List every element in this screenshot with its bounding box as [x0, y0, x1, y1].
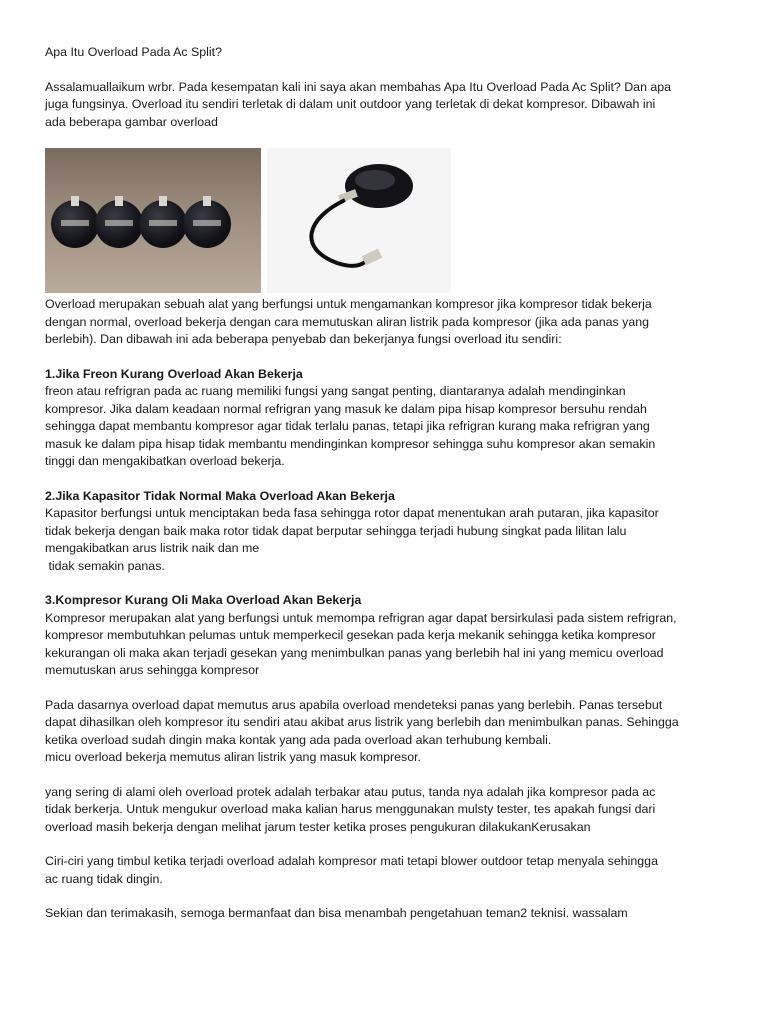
- closing-paragraph: Sekian dan terimakasih, semoga bermanfaat dan bisa menambah pengetahuan teman2 teknisi. wassalam: [45, 906, 628, 920]
- paragraph-line: Kapasitor berfungsi untuk menciptakan beda fasa sehingga rotor dapat menentukan arah putaran, jika kapasitor: [45, 506, 659, 520]
- paragraph-line: Overload merupakan sebuah alat yang berfungsi untuk mengamankan kompresor jika kompresor tidak bekerja: [45, 297, 652, 311]
- paragraph-line: yang sering di alami oleh overload protek adalah terbakar atau putus, tanda nya adalah jika kompresor pada ac: [45, 784, 656, 799]
- paragraph-line: dengan normal, overload bekerja dengan cara memutuskan aliran listrik pada kompresor (jika ada panas yang: [45, 314, 650, 329]
- dasar-paragraph: [45, 697, 725, 767]
- paragraph-line: kekurangan oli maka akan terjadi gesekan yang menimbulkan panas yang berlebih hal ini yang memicu overload: [45, 645, 664, 660]
- paragraph-line: kompresor. Jika dalam keadaan normal refrigran yang masuk ke dalam pipa hisap kompresor bersuhu rendah: [45, 401, 647, 416]
- paragraph-line: kompresor membutuhkan pelumas untuk memperkecil gesekan pada kerja mekanik sehingga ketika kompresor: [45, 628, 656, 642]
- paragraph-line: micu overload bekerja memutus aliran listrik yang masuk kompresor.: [45, 750, 421, 764]
- section-heading: 2.Jika Kapasitor Tidak Normal Maka Overload Akan Bekerja: [45, 488, 395, 503]
- paragraph-line: berlebih). Dan dibawah ini ada beberapa penyebab dan bekerjanya fungsi overload itu sendiri:: [45, 332, 562, 346]
- paragraph-line: ketika overload sudah dingin maka kontak yang ada pada overload akan terhubung kembali.: [45, 732, 552, 747]
- section-kompresor-oli: [45, 592, 725, 680]
- paragraph-line: Pada dasarnya overload dapat memutus arus apabila overload mendeteksi panas yang berlebih. Panas tersebut: [45, 697, 663, 712]
- paragraph-line: Ciri-ciri yang timbul ketika terjadi overload adalah kompresor mati tetapi blower outdoor tetap menyala sehingga: [45, 854, 658, 868]
- section-heading: 1.Jika Freon Kurang Overload Akan Bekerja: [45, 366, 303, 381]
- overload-protector-illustration: [267, 148, 451, 293]
- paragraph-line: tidak berkerja. Untuk mengukur overload maka kalian harus menggunakan mulsty tester, tes apakah fungsi dari: [45, 802, 656, 816]
- paragraph-line: mengakibatkan arus listrik naik dan me: [45, 541, 260, 555]
- paragraph-line: tidak semakin panas.: [45, 558, 165, 573]
- overload-photo-single-unit: [267, 148, 451, 293]
- paragraph-line: Kompresor merupakan alat yang berfungsi untuk memompa refrigran agar dapat bersirkulasi pada sistem refrigran,: [45, 610, 677, 625]
- section-kapasitor: [45, 488, 725, 576]
- paragraph-line: dapat dihasilkan oleh kompresor itu sendiri atau akibat arus listrik yang berlebih dan menimbulkan panas. Sehingga: [45, 715, 679, 729]
- overload-photo-four-units: [45, 148, 261, 293]
- paragraph-line: overload masih bekerja dengan melihat jarum tester ketika proses pengukuran dilakukanKerusakan: [45, 819, 591, 834]
- intro-line: juga fungsinya. Overload itu sendiri terletak di dalam unit outdoor yang terletak di dekat kompresor. Dibawah ini: [45, 97, 656, 111]
- paragraph-line: tinggi dan mengakibatkan overload bekerja.: [45, 454, 285, 468]
- paragraph-line: memutuskan arus sehingga kompresor: [45, 663, 260, 677]
- section-freon: [45, 366, 725, 471]
- paragraph-line: masuk ke dalam pipa hisap tidak membantu mendinginkan kompresor sehingga suhu kompresor akan semakin: [45, 436, 656, 451]
- paragraph-line: tidak bekerja dengan baik maka rotor tidak dapat berputar sehingga terjadi hubung singkat pada lilitan lalu: [45, 523, 627, 538]
- protek-paragraph: [45, 784, 725, 837]
- paragraph-line: freon atau refrigran pada ac ruang memiliki fungsi yang sangat penting, diantaranya adalah mendinginkan: [45, 384, 626, 398]
- intro-line: Assalamuallaikum wrbr. Pada kesempatan kali ini saya akan membahas Apa Itu Overload Pada Ac Split? Dan apa: [45, 79, 672, 94]
- document-title: Apa Itu Overload Pada Ac Split?: [45, 45, 223, 59]
- paragraph-line: sehingga dapat membantu kompresor agar tidak terlalu panas, tetapi jika refrigran kurang maka refrigran yang: [45, 419, 650, 433]
- document-page: [45, 44, 725, 923]
- overload-images: [45, 148, 725, 296]
- intro-paragraph: [45, 79, 725, 132]
- section-heading: 3.Kompresor Kurang Oli Maka Overload Akan Bekerja: [45, 593, 362, 607]
- intro-line: ada beberapa gambar overload: [45, 114, 218, 129]
- ciri-paragraph: [45, 853, 725, 888]
- overload-definition-paragraph: [45, 296, 725, 349]
- paragraph-line: ac ruang tidak dingin.: [45, 871, 163, 886]
